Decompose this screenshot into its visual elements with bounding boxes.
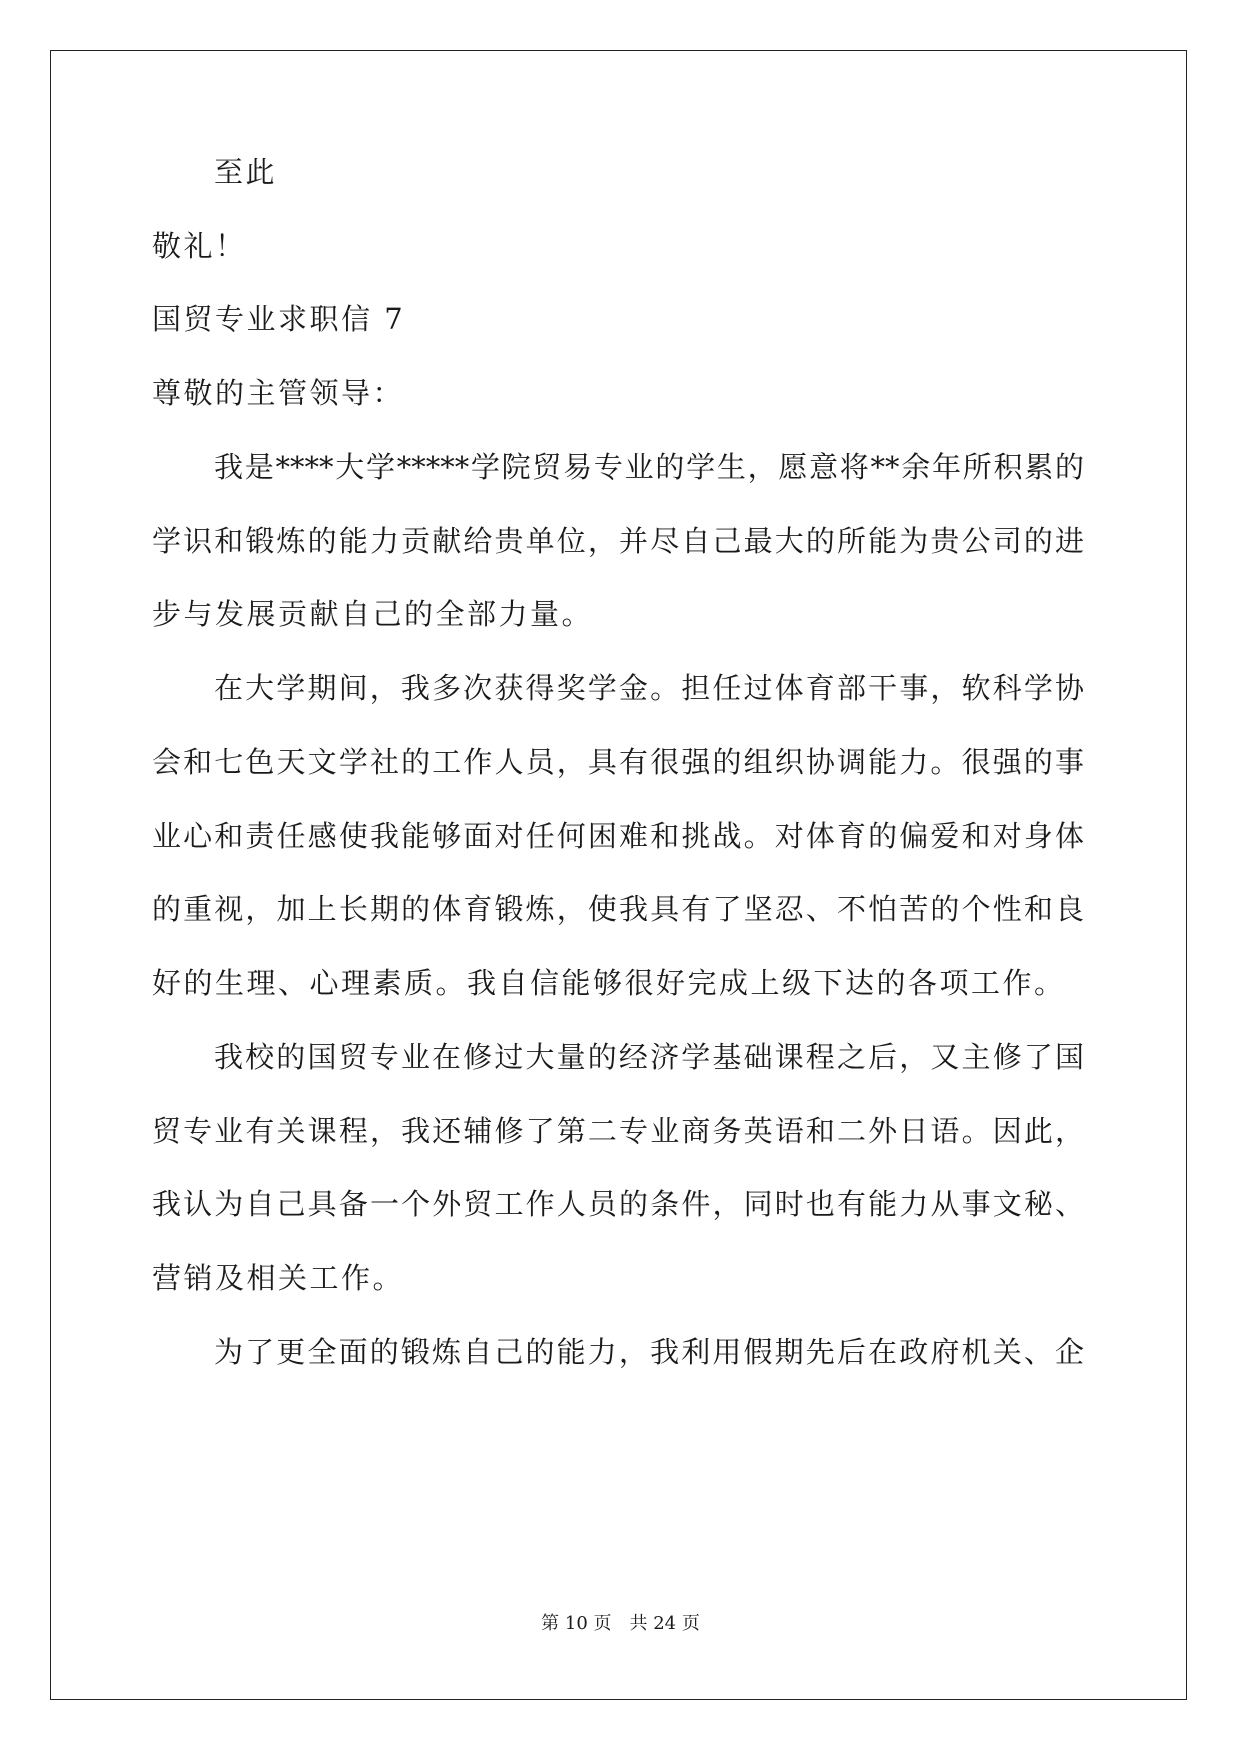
paragraph-line: 营销及相关工作。 bbox=[152, 1261, 405, 1295]
closing-line: 至此 bbox=[214, 155, 278, 189]
paragraph-line: 我认为自己具备一个外贸工作人员的条件，同时也有能力从事文秘、 bbox=[152, 1187, 1084, 1221]
paragraph-line: 好的生理、心理素质。我自信能够很好完成上级下达的各项工作。 bbox=[152, 966, 1066, 1000]
paragraph-line: 在大学期间，我多次获得奖学金。担任过体育部干事，软科学协 bbox=[214, 671, 1084, 705]
page-number-footer: 第 10 页 共 24 页 bbox=[541, 1613, 700, 1634]
paragraph-line: 步与发展贡献自己的全部力量。 bbox=[152, 597, 594, 631]
paragraph-line: 会和七色天文学社的工作人员，具有很强的组织协调能力。很强的事 bbox=[152, 745, 1084, 779]
page-border bbox=[50, 50, 1187, 1700]
paragraph-line: 学识和锻炼的能力贡献给贵单位，并尽自己最大的所能为贵公司的进 bbox=[152, 524, 1084, 558]
paragraph-line: 为了更全面的锻炼自己的能力，我利用假期先后在政府机关、企 bbox=[214, 1335, 1084, 1369]
paragraph-line: 我是****大学*****学院贸易专业的学生，愿意将**余年所积累的 bbox=[214, 450, 1084, 484]
salutation-line: 敬礼！ bbox=[152, 229, 247, 263]
letter-title: 国贸专业求职信 7 bbox=[152, 302, 406, 336]
greeting-line: 尊敬的主管领导： bbox=[152, 376, 405, 410]
paragraph-line: 我校的国贸专业在修过大量的经济学基础课程之后，又主修了国 bbox=[214, 1040, 1084, 1074]
paragraph-line: 业心和责任感使我能够面对任何困难和挑战。对体育的偏爱和对身体 bbox=[152, 819, 1084, 853]
paragraph-line: 贸专业有关课程，我还辅修了第二专业商务英语和二外日语。因此， bbox=[152, 1114, 1084, 1148]
paragraph-line: 的重视，加上长期的体育锻炼，使我具有了坚忍、不怕苦的个性和良 bbox=[152, 892, 1084, 926]
